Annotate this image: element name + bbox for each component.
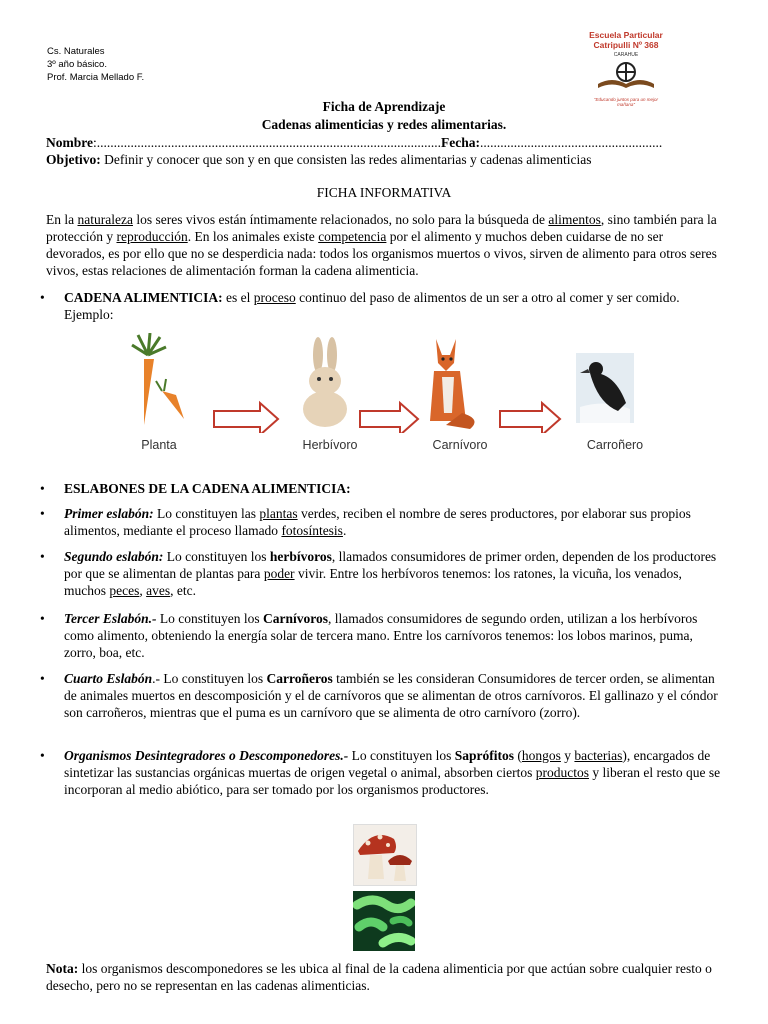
link-competencia: competencia <box>318 229 387 244</box>
bullet-cuarto-eslabon: • Cuarto Eslabón.- Lo constituyen los Carroñeros también se les consideran Consumidores de tercer orden, se alimentan de animales muertos en descomposición y el de carnívoros que se alimentan de otros carnívoros. El gallinazo y el cóndor son carroñeros, mientras que el puma es un carnívoro que se alimenta de otro carnívoro (zorro). <box>40 671 718 720</box>
bullet-dot: • <box>40 671 45 686</box>
school-location: CARAHUE <box>613 52 639 58</box>
note-text: los organismos descomponedores se les ubica al final de la cadena alimenticia por que actúan sobre cualquier resto o desecho, pero no se representan en las cadenas alimenticias. <box>46 961 712 993</box>
primer-label: Primer eslabón: <box>64 506 154 521</box>
cuarto-label: Cuarto Eslabón <box>64 671 153 686</box>
bullet-dot: • <box>40 611 45 626</box>
intro-paragraph: En la naturaleza los seres vivos están íntimamente relacionados, no solo para la búsqueda de alimentos, sino también para la protección y reproducción. En los animales existe competencia por el alimento y muchos deben cuidarse de no ser devorados, es por ello que no se desperdicia nada: todos los organismos muertos o vivos, sirven de alimento para otros seres vivos, estas relaciones de alimentación forman la cadena alimenticia. <box>46 212 717 278</box>
date-label: Fecha: <box>441 135 480 150</box>
vulture-scavenger-icon <box>576 353 634 423</box>
name-date-line <box>46 135 662 151</box>
link-poder: poder <box>263 566 295 581</box>
arrow-right-icon <box>214 403 278 433</box>
link-hongos: hongos <box>521 748 561 763</box>
bullet-dot: • <box>40 481 45 496</box>
mushroom-image <box>353 824 417 886</box>
chain-label-carnivoro: Carnívoro <box>432 438 488 452</box>
bullet-eslabones <box>40 480 724 497</box>
chain-label-planta: Planta <box>141 438 177 452</box>
chain-label-herbivoro: Herbívoro <box>302 438 358 452</box>
teacher-text: Prof. Marcia Mellado F. <box>47 72 145 83</box>
bullet-tercer-eslabon: • Tercer Eslabón.- Lo constituyen los Carnívoros, llamados consumidores de segundo orden, utilizan a los herbívoros como alimento, obteniendo la energía solar de tercera mano. Entre los carnívoros tenemos: los lobos marinos, puma, zorro, boa, etc. <box>40 611 698 660</box>
mushroom-icon <box>354 825 416 885</box>
link-productos: productos <box>535 765 589 780</box>
name-label: Nombre <box>46 135 93 150</box>
rabbit-herbivore-icon <box>303 337 347 427</box>
school-logo <box>588 30 664 110</box>
school-motto: "Educando juntos para un mejor mañana" <box>593 97 659 107</box>
carnivoros-term: Carnívoros <box>263 611 329 626</box>
bullet-dot: • <box>40 549 45 564</box>
school-name-line2: Catripulli Nº 368 <box>593 40 659 50</box>
bullet-dot: • <box>40 290 45 305</box>
carroneros-term: Carroñeros <box>266 671 333 686</box>
link-alimentos: alimentos <box>548 212 601 227</box>
fox-carnivore-icon <box>430 339 475 429</box>
name-blank: :...................................................................................................... <box>93 135 442 150</box>
bacteria-icon <box>353 891 415 951</box>
link-bacterias: bacterias <box>574 748 623 763</box>
date-blank: ...................................................... <box>480 135 663 150</box>
bacteria-image <box>353 891 415 951</box>
subject-text: Cs. Naturales <box>47 46 105 57</box>
objective-text: Definir y conocer que son y en que consisten las redes alimentarias y cadenas alimenticias <box>100 152 592 167</box>
saprofitos-term: Saprófitos <box>454 748 515 763</box>
herbivoros-term: herbívoros <box>269 549 332 564</box>
objective-line <box>46 152 591 168</box>
school-emblem-icon <box>588 58 664 92</box>
link-reproduccion: reproducción <box>116 229 188 244</box>
cadena-label: CADENA ALIMENTICIA: <box>64 290 223 305</box>
note-label: Nota: <box>46 961 79 976</box>
objective-label: Objetivo: <box>46 152 101 167</box>
link-peces: peces <box>109 583 140 598</box>
arrow-right-icon <box>360 403 418 433</box>
link-proceso: proceso <box>253 290 296 305</box>
eslabones-title: ESLABONES DE LA CADENA ALIMENTICIA: <box>64 481 351 496</box>
bullet-segundo-eslabon: • Segundo eslabón: Lo constituyen los herbívoros, llamados consumidores de primer orden, dependen de los productores por que se alimentan de plantas para poder vivir. Entre los herbívoros tenemos: los ratones, la vicuña, los venados, muchos peces, aves, etc. <box>40 549 717 598</box>
link-naturaleza: naturaleza <box>77 212 133 227</box>
bullet-cadena: • CADENA ALIMENTICIA: es el proceso continuo del paso de alimentos de un ser a otro al comer y ser comido. Ejemplo: <box>40 290 680 322</box>
bullet-dot: • <box>40 748 45 763</box>
bullet-desintegradores: • Organismos Desintegradores o Descomponedores.- Lo constituyen los Saprófitos (hongos y bacterias), encargados de sintetizar las sustancias orgánicas muertas de origen vegetal o animal, absorben ciertos productos y liberan el resto que se incorporan al medio abiótico, para ser tomado por los organismos productores. <box>40 748 721 797</box>
bullet-dot: • <box>40 506 45 521</box>
desint-label: Organismos Desintegradores o Descomponedores.- <box>64 748 349 763</box>
link-aves: aves <box>146 583 171 598</box>
note-paragraph <box>46 960 724 994</box>
course-header <box>47 45 144 84</box>
link-plantas: plantas <box>259 506 298 521</box>
school-name-line1: Escuela Particular <box>589 30 663 40</box>
chain-label-carronero: Carroñero <box>586 438 644 452</box>
page-subtitle: Cadenas alimenticias y redes alimentarias. <box>261 117 507 132</box>
food-chain-diagram <box>110 333 670 461</box>
bullet-primer-eslabon: • Primer eslabón: Lo constituyen las plantas verdes, reciben el nombre de seres productores, por elaborar sus propios alimentos, mediante el proceso llamado fotosíntesis. <box>40 506 691 538</box>
tercer-label: Tercer Eslabón.- <box>64 611 157 626</box>
section-title: FICHA INFORMATIVA <box>316 185 452 200</box>
carrot-plant-icon <box>132 333 184 425</box>
segundo-label: Segundo eslabón: <box>64 549 164 564</box>
grade-text: 3º año básico. <box>47 59 107 70</box>
arrow-right-icon <box>500 403 560 433</box>
page-title: Ficha de Aprendizaje <box>322 99 446 114</box>
link-fotosintesis: fotosíntesis <box>281 523 343 538</box>
